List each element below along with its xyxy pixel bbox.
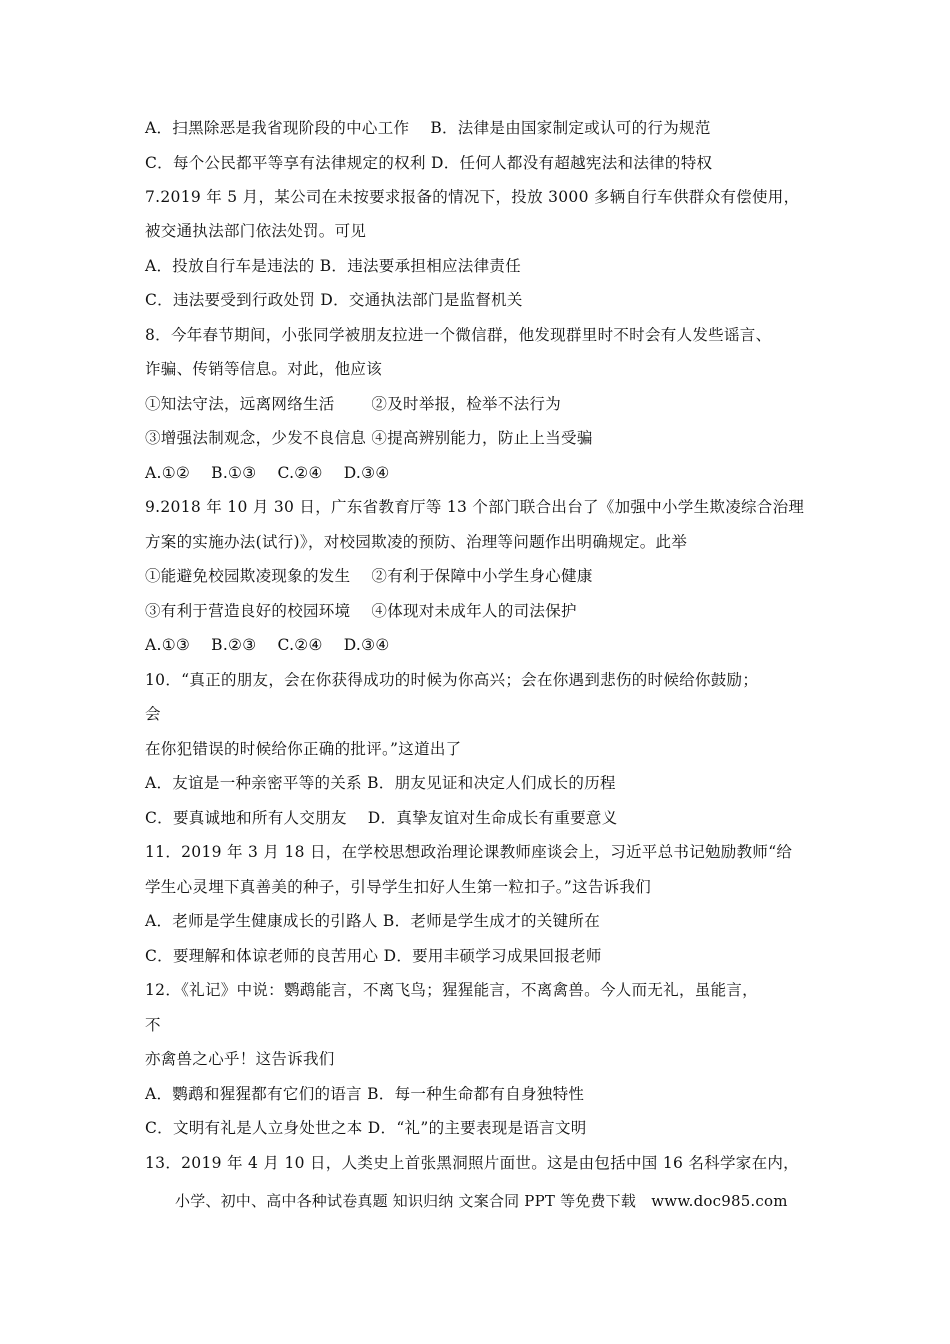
statement-line: ①能避免校园欺凌现象的发生 ②有利于保障中小学生身心健康 <box>145 567 593 585</box>
option-line: A．鹦鹉和猩猩都有它们的语言 B．每一种生命都有自身独特性 <box>145 1085 585 1103</box>
question-13: 13．2019 年 4 月 10 日，人类史上首张黑洞照片面世。这是由包括中国 16 名科学家在内， <box>145 1154 799 1172</box>
option-line: C．每个公民都平等享有法律规定的权利 D．任何人都没有超越宪法和法律的特权 <box>145 154 713 172</box>
question-10-cont: 会 <box>145 705 161 723</box>
question-12-cont: 不 <box>145 1016 161 1034</box>
question-7: 7.2019 年 5 月，某公司在未按要求报备的情况下，投放 3000 多辆自行车供群众有偿使用， <box>145 188 800 206</box>
option-line: C．违法要受到行政处罚 D．交通执法部门是监督机关 <box>145 291 523 309</box>
question-9: 9.2018 年 10 月 30 日，广东省教育厅等 13 个部门联合出台了《加强中小学生欺凌综合治理 <box>145 498 805 516</box>
question-12-cont: 亦禽兽之心乎！这告诉我们 <box>145 1050 335 1068</box>
question-11-cont: 学生心灵埋下真善美的种子，引导学生扣好人生第一粒扣子。”这告诉我们 <box>145 878 652 896</box>
question-9-cont: 方案的实施办法(试行)》，对校园欺凌的预防、治理等问题作出明确规定。此举 <box>145 533 688 551</box>
question-12: 12．《礼记》中说：鹦鹉能言，不离飞鸟；猩猩能言，不离禽兽。今人而无礼，虽能言， <box>145 981 758 999</box>
question-8-cont: 诈骗、传销等信息。对此，他应该 <box>145 360 383 378</box>
question-10-cont: 在你犯错误的时候给你正确的批评。”这道出了 <box>145 740 462 758</box>
question-8: 8．今年春节期间，小张同学被朋友拉进一个微信群，他发现群里时不时会有人发些谣言、 <box>145 326 772 344</box>
option-line: A．扫黑除恶是我省现阶段的中心工作 B．法律是由国家制定或认可的行为规范 <box>145 119 711 137</box>
question-10: 10．“真正的朋友，会在你获得成功的时候为你高兴；会在你遇到悲伤的时候给你鼓励； <box>145 671 759 689</box>
question-7-cont: 被交通执法部门依法处罚。可见 <box>145 222 367 240</box>
option-line: C．要理解和体谅老师的良苦用心 D．要用丰硕学习成果回报老师 <box>145 947 602 965</box>
option-line: C．文明有礼是人立身处世之本 D．“礼”的主要表现是语言文明 <box>145 1119 587 1137</box>
option-line: A.①③ B.②③ C.②④ D.③④ <box>145 636 390 654</box>
option-line: A．友谊是一种亲密平等的关系 B．朋友见证和决定人们成长的历程 <box>145 774 616 792</box>
question-11: 11．2019 年 3 月 18 日，在学校思想政治理论课教师座谈会上，习近平总书记勉励教师“给 <box>145 843 793 861</box>
option-line: A.①② B.①③ C.②④ D.③④ <box>145 464 390 482</box>
statement-line: ③有利于营造良好的校园环境 ④体现对未成年人的司法保护 <box>145 602 577 620</box>
statement-line: ①知法守法，远离网络生活 ②及时举报，检举不法行为 <box>145 395 562 413</box>
statement-line: ③增强法制观念，少发不良信息 ④提高辨别能力，防止上当受骗 <box>145 429 593 447</box>
option-line: A．老师是学生健康成长的引路人 B．老师是学生成才的关键所在 <box>145 912 601 930</box>
page-footer: 小学、初中、高中各种试卷真题 知识归纳 文案合同 PPT 等免费下载 www.doc985.com <box>175 1192 788 1210</box>
option-line: A．投放自行车是违法的 B．违法要承担相应法律责任 <box>145 257 522 275</box>
option-line: C．要真诚地和所有人交朋友 D．真挚友谊对生命成长有重要意义 <box>145 809 618 827</box>
